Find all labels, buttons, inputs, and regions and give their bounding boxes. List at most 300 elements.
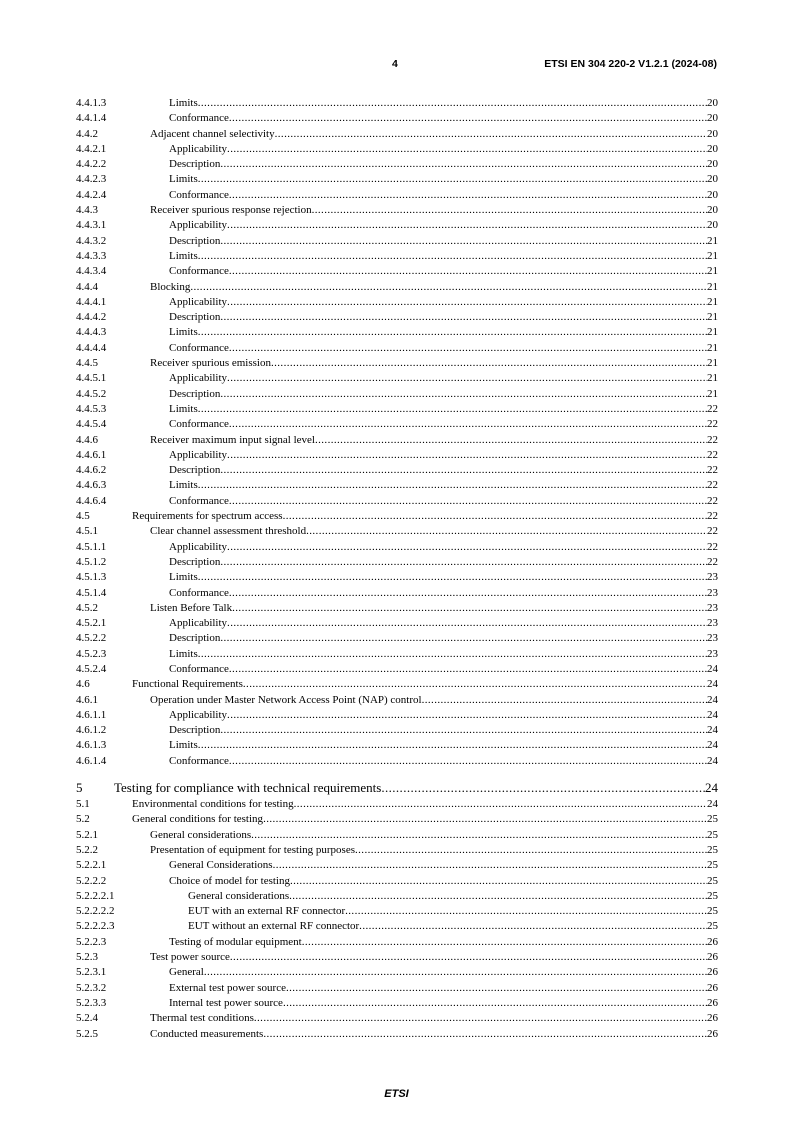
toc-entry-page: 22 bbox=[707, 540, 718, 553]
toc-entry-page: 25 bbox=[707, 828, 718, 841]
toc-entry-number: 4.4.6.4 bbox=[76, 494, 107, 507]
toc-entry[interactable] bbox=[76, 111, 718, 126]
toc-entry-number: 5.2.2.3 bbox=[76, 935, 107, 948]
toc-dot-leader bbox=[220, 387, 707, 402]
toc-dot-leader bbox=[220, 555, 707, 570]
toc-entry-page: 22 bbox=[707, 418, 718, 431]
toc-entry-title: Limits bbox=[169, 571, 198, 584]
toc-entry[interactable] bbox=[76, 387, 718, 402]
toc-entry-title: General conditions for testing bbox=[132, 813, 264, 826]
table-of-contents bbox=[76, 96, 718, 1042]
toc-entry-title: Description bbox=[169, 464, 221, 477]
toc-entry[interactable] bbox=[76, 981, 718, 996]
toc-entry-page: 25 bbox=[707, 905, 718, 918]
toc-entry-title: Description bbox=[169, 234, 221, 247]
toc-entry-title: Limits bbox=[169, 326, 198, 339]
toc-entry-title: EUT with an external RF connector bbox=[188, 905, 346, 918]
toc-entry-title: Applicability bbox=[169, 540, 228, 553]
toc-entry-title: Limits bbox=[169, 249, 198, 262]
toc-entry[interactable] bbox=[76, 662, 718, 677]
toc-entry-number: 4.4.5 bbox=[76, 357, 98, 370]
toc-entry-number: 5.1 bbox=[76, 798, 90, 811]
toc-entry-title: Conformance bbox=[169, 494, 229, 507]
toc-entry-title: Requirements for spectrum access bbox=[132, 510, 283, 523]
toc-entry-page: 23 bbox=[707, 647, 718, 660]
toc-entry-title: Limits bbox=[169, 479, 198, 492]
toc-entry-title: General considerations bbox=[150, 828, 252, 841]
toc-entry-number: 4.4.1.3 bbox=[76, 97, 107, 109]
toc-dot-leader bbox=[220, 310, 707, 325]
toc-entry-number: 5.2.1 bbox=[76, 828, 98, 841]
toc-entry[interactable] bbox=[76, 341, 718, 356]
toc-entry[interactable] bbox=[76, 779, 718, 797]
toc-entry-page: 26 bbox=[707, 1012, 718, 1025]
toc-dot-leader bbox=[263, 1027, 707, 1042]
toc-entry-title: Testing of modular equipment bbox=[169, 935, 302, 948]
toc-entry-page: 21 bbox=[707, 357, 718, 370]
toc-entry-title: Applicability bbox=[169, 708, 228, 721]
toc-entry[interactable] bbox=[76, 295, 718, 310]
toc-entry[interactable] bbox=[76, 234, 718, 249]
toc-entry-number: 4.4.6 bbox=[76, 433, 98, 446]
toc-entry-title: Applicability bbox=[169, 372, 228, 385]
toc-entry-page: 23 bbox=[707, 601, 718, 614]
toc-entry-page: 23 bbox=[707, 586, 718, 599]
toc-dot-leader bbox=[312, 203, 707, 218]
toc-entry-page: 24 bbox=[707, 739, 718, 752]
toc-entry[interactable] bbox=[76, 843, 718, 858]
toc-entry-page: 21 bbox=[707, 249, 718, 262]
toc-entry-title: Thermal test conditions bbox=[150, 1012, 254, 1025]
toc-entry-number: 4.4.2.3 bbox=[76, 173, 107, 186]
toc-dot-leader bbox=[345, 904, 707, 919]
toc-entry[interactable] bbox=[76, 188, 718, 203]
toc-entry[interactable] bbox=[76, 249, 718, 264]
page-footer: ETSI bbox=[384, 1088, 409, 1100]
toc-entry-page: 20 bbox=[707, 158, 718, 171]
toc-entry-page: 24 bbox=[707, 798, 718, 811]
toc-dot-leader bbox=[198, 647, 707, 662]
toc-entry-number: 5.2.2 bbox=[76, 843, 98, 856]
toc-entry[interactable] bbox=[76, 448, 718, 463]
toc-entry-title: Listen Before Talk bbox=[150, 601, 233, 614]
toc-entry[interactable] bbox=[76, 433, 718, 448]
page-header bbox=[0, 58, 793, 72]
toc-dot-leader bbox=[198, 96, 707, 111]
toc-dot-leader bbox=[229, 662, 707, 677]
toc-dot-leader bbox=[198, 249, 707, 264]
toc-entry-number: 4.5.2.2 bbox=[76, 632, 107, 645]
toc-dot-leader bbox=[220, 723, 707, 738]
toc-entry-title: Conformance bbox=[169, 662, 229, 675]
toc-entry-page: 20 bbox=[707, 127, 718, 140]
toc-entry-title: Description bbox=[169, 387, 221, 400]
toc-entry-number: 4.4.3 bbox=[76, 204, 98, 217]
toc-entry-number: 4.4.1.4 bbox=[76, 112, 107, 125]
toc-entry-number: 4.4.3.3 bbox=[76, 249, 107, 262]
toc-entry-page: 25 bbox=[707, 920, 718, 933]
toc-entry-number: 5.2.3 bbox=[76, 951, 98, 964]
toc-entry-title: Limits bbox=[169, 97, 198, 109]
toc-entry[interactable] bbox=[76, 127, 718, 142]
toc-dot-leader bbox=[220, 234, 707, 249]
toc-entry[interactable] bbox=[76, 172, 718, 187]
toc-entry-number: 4.6 bbox=[76, 678, 90, 691]
toc-dot-leader bbox=[227, 295, 707, 310]
toc-entry-title: General Considerations bbox=[169, 859, 273, 872]
toc-entry-page: 23 bbox=[707, 632, 718, 645]
toc-dot-leader bbox=[198, 738, 707, 753]
toc-entry-title: Applicability bbox=[169, 617, 228, 630]
toc-entry-title: Internal test power source bbox=[169, 996, 283, 1009]
toc-entry-title: Conformance bbox=[169, 112, 229, 125]
toc-dot-leader bbox=[198, 325, 707, 340]
toc-entry[interactable] bbox=[76, 858, 718, 873]
toc-entry-page: 22 bbox=[707, 448, 718, 461]
toc-entry[interactable] bbox=[76, 157, 718, 172]
toc-entry-page: 24 bbox=[705, 780, 718, 796]
toc-entry-number: 4.4.4 bbox=[76, 280, 98, 293]
toc-entry[interactable] bbox=[76, 754, 718, 769]
toc-entry-page: 26 bbox=[707, 966, 718, 979]
toc-entry-title: Conformance bbox=[169, 586, 229, 599]
toc-dot-leader bbox=[355, 843, 707, 858]
toc-dot-leader bbox=[190, 280, 707, 295]
toc-entry-page: 26 bbox=[707, 996, 718, 1009]
toc-dot-leader bbox=[220, 631, 707, 646]
toc-entry[interactable] bbox=[76, 812, 718, 827]
toc-entry-number: 5.2.2.2.2 bbox=[76, 905, 115, 918]
toc-entry-title: Description bbox=[169, 555, 221, 568]
toc-entry-page: 21 bbox=[707, 341, 718, 354]
toc-entry-number: 4.6.1.3 bbox=[76, 739, 107, 752]
toc-dot-leader bbox=[227, 540, 707, 555]
toc-dot-leader bbox=[306, 524, 707, 539]
toc-dot-leader bbox=[251, 828, 707, 843]
toc-entry[interactable] bbox=[76, 1027, 718, 1042]
toc-entry[interactable] bbox=[76, 402, 718, 417]
toc-entry-title: Limits bbox=[169, 647, 198, 660]
toc-entry-number: 4.4.6.1 bbox=[76, 448, 107, 461]
toc-entry[interactable] bbox=[76, 325, 718, 340]
toc-entry-number: 4.4.5.3 bbox=[76, 402, 107, 415]
toc-dot-leader bbox=[273, 858, 707, 873]
toc-dot-leader bbox=[220, 157, 707, 172]
toc-entry-title: Receiver spurious response rejection bbox=[150, 204, 312, 217]
toc-entry-number: 4.4.4.1 bbox=[76, 295, 107, 308]
toc-entry[interactable] bbox=[76, 797, 718, 812]
toc-entry-number: 5.2.2.2.1 bbox=[76, 889, 115, 902]
toc-entry-title: Limits bbox=[169, 739, 198, 752]
toc-entry-page: 21 bbox=[707, 265, 718, 278]
toc-entry-number: 4.4.2.1 bbox=[76, 142, 107, 155]
toc-entry-page: 21 bbox=[707, 295, 718, 308]
toc-entry-number: 5.2.2.2 bbox=[76, 874, 107, 887]
toc-dot-leader bbox=[263, 812, 707, 827]
toc-entry-title: Functional Requirements bbox=[132, 678, 243, 691]
toc-entry[interactable] bbox=[76, 478, 718, 493]
toc-entry-number: 5.2.2.1 bbox=[76, 859, 107, 872]
toc-entry-number: 4.4.5.1 bbox=[76, 372, 107, 385]
toc-entry-number: 4.5 bbox=[76, 510, 90, 523]
toc-entry-number: 4.5.1.4 bbox=[76, 586, 107, 599]
toc-dot-leader bbox=[229, 754, 707, 769]
toc-dot-leader bbox=[315, 433, 707, 448]
toc-entry[interactable] bbox=[76, 693, 718, 708]
toc-entry[interactable] bbox=[76, 828, 718, 843]
toc-entry-number: 4.4.2 bbox=[76, 127, 98, 140]
toc-entry-page: 25 bbox=[707, 889, 718, 902]
toc-entry[interactable] bbox=[76, 264, 718, 279]
toc-dot-leader bbox=[220, 463, 707, 478]
toc-entry-number: 4.6.1.4 bbox=[76, 754, 107, 767]
toc-entry-number: 5.2.4 bbox=[76, 1012, 98, 1025]
toc-dot-leader bbox=[227, 448, 707, 463]
toc-dot-leader bbox=[198, 402, 707, 417]
toc-entry-page: 24 bbox=[707, 678, 718, 691]
toc-entry[interactable] bbox=[76, 723, 718, 738]
toc-entry-title: Applicability bbox=[169, 142, 228, 155]
toc-dot-leader bbox=[229, 494, 707, 509]
toc-dot-leader bbox=[229, 188, 707, 203]
toc-entry-page: 21 bbox=[707, 387, 718, 400]
toc-entry-title: Receiver maximum input signal level bbox=[150, 433, 315, 446]
toc-entry-title: Adjacent channel selectivity bbox=[150, 127, 275, 140]
toc-dot-leader bbox=[229, 586, 707, 601]
toc-entry-number: 5.2.5 bbox=[76, 1027, 98, 1040]
toc-entry[interactable] bbox=[76, 708, 718, 723]
page-number: 4 bbox=[392, 58, 398, 70]
toc-dot-leader bbox=[381, 779, 705, 797]
toc-entry-page: 23 bbox=[707, 571, 718, 584]
toc-entry-page: 23 bbox=[707, 617, 718, 630]
toc-dot-leader bbox=[229, 264, 707, 279]
toc-entry[interactable] bbox=[76, 950, 718, 965]
toc-dot-leader bbox=[271, 356, 707, 371]
toc-entry[interactable] bbox=[76, 417, 718, 432]
toc-dot-leader bbox=[227, 142, 707, 157]
toc-entry-page: 20 bbox=[707, 204, 718, 217]
toc-entry[interactable] bbox=[76, 647, 718, 662]
toc-entry-page: 21 bbox=[707, 311, 718, 324]
toc-entry-number: 4.5.1.1 bbox=[76, 540, 107, 553]
toc-entry[interactable] bbox=[76, 96, 718, 111]
toc-entry-title: Conformance bbox=[169, 265, 229, 278]
toc-entry-number: 4.4.2.2 bbox=[76, 158, 107, 171]
toc-entry-number: 4.4.4.4 bbox=[76, 341, 107, 354]
toc-entry[interactable] bbox=[76, 935, 718, 950]
toc-entry-number: 4.4.6.3 bbox=[76, 479, 107, 492]
toc-entry-page: 22 bbox=[707, 525, 718, 538]
toc-dot-leader bbox=[227, 371, 707, 386]
toc-dot-leader bbox=[290, 874, 707, 889]
toc-entry-number: 4.5.1 bbox=[76, 525, 98, 538]
toc-entry-page: 20 bbox=[707, 97, 718, 109]
toc-entry[interactable] bbox=[76, 1011, 718, 1026]
toc-dot-leader bbox=[289, 889, 707, 904]
toc-entry-title: Receiver spurious emission bbox=[150, 357, 271, 370]
toc-entry[interactable] bbox=[76, 555, 718, 570]
toc-entry-title: Environmental conditions for testing bbox=[132, 798, 294, 811]
toc-entry[interactable] bbox=[76, 586, 718, 601]
toc-entry-page: 22 bbox=[707, 402, 718, 415]
document-id: ETSI EN 304 220-2 V1.2.1 (2024-08) bbox=[544, 58, 717, 70]
toc-entry-number: 4.6.1.1 bbox=[76, 708, 107, 721]
toc-entry[interactable] bbox=[76, 494, 718, 509]
toc-entry-page: 26 bbox=[707, 935, 718, 948]
toc-entry-page: 20 bbox=[707, 219, 718, 232]
toc-entry-title: General considerations bbox=[188, 889, 290, 902]
toc-entry[interactable] bbox=[76, 524, 718, 539]
toc-entry-number: 4.4.2.4 bbox=[76, 188, 107, 201]
toc-entry-title: Limits bbox=[169, 173, 198, 186]
toc-entry-title: Clear channel assessment threshold bbox=[150, 525, 307, 538]
toc-entry-title: General bbox=[169, 966, 204, 979]
toc-entry-page: 20 bbox=[707, 112, 718, 125]
toc-dot-leader bbox=[359, 919, 707, 934]
toc-entry-number: 4.4.4.3 bbox=[76, 326, 107, 339]
toc-entry-title: Applicability bbox=[169, 448, 228, 461]
toc-entry-page: 22 bbox=[707, 433, 718, 446]
toc-entry-page: 24 bbox=[707, 708, 718, 721]
toc-entry[interactable] bbox=[76, 965, 718, 980]
toc-dot-leader bbox=[227, 218, 707, 233]
toc-entry[interactable] bbox=[76, 463, 718, 478]
toc-entry-number: 4.4.3.1 bbox=[76, 219, 107, 232]
toc-dot-leader bbox=[232, 601, 707, 616]
toc-entry-number: 4.5.1.2 bbox=[76, 555, 107, 568]
toc-entry-page: 20 bbox=[707, 142, 718, 155]
toc-entry-number: 4.4.5.4 bbox=[76, 418, 107, 431]
toc-entry-page: 26 bbox=[707, 981, 718, 994]
toc-entry-page: 22 bbox=[707, 510, 718, 523]
toc-entry[interactable] bbox=[76, 601, 718, 616]
toc-entry[interactable] bbox=[76, 540, 718, 555]
toc-dot-leader bbox=[198, 172, 707, 187]
toc-entry-title: Conformance bbox=[169, 188, 229, 201]
toc-entry-title: Description bbox=[169, 724, 221, 737]
toc-entry-title: Conformance bbox=[169, 341, 229, 354]
toc-dot-leader bbox=[227, 708, 707, 723]
toc-dot-leader bbox=[286, 981, 707, 996]
toc-entry[interactable] bbox=[76, 874, 718, 889]
toc-entry-title: Testing for compliance with technical requirements bbox=[114, 780, 382, 796]
toc-entry-title: Description bbox=[169, 632, 221, 645]
toc-entry-title: Operation under Master Network Access Point (NAP) control bbox=[150, 693, 422, 706]
toc-dot-leader bbox=[283, 509, 707, 524]
toc-entry[interactable] bbox=[76, 310, 718, 325]
toc-entry-number: 4.5.2.4 bbox=[76, 662, 107, 675]
toc-entry-title: EUT without an external RF connector bbox=[188, 920, 360, 933]
toc-entry-number: 4.4.3.4 bbox=[76, 265, 107, 278]
toc-entry[interactable] bbox=[76, 570, 718, 585]
toc-entry-page: 24 bbox=[707, 724, 718, 737]
toc-entry-number: 5 bbox=[76, 780, 83, 796]
toc-entry-title: Conformance bbox=[169, 418, 229, 431]
toc-entry-number: 4.4.5.2 bbox=[76, 387, 107, 400]
toc-dot-leader bbox=[229, 341, 707, 356]
toc-entry-number: 5.2 bbox=[76, 813, 90, 826]
toc-dot-leader bbox=[230, 950, 707, 965]
toc-entry[interactable] bbox=[76, 996, 718, 1011]
toc-entry-title: Applicability bbox=[169, 219, 228, 232]
toc-entry-number: 5.2.3.2 bbox=[76, 981, 107, 994]
toc-entry[interactable] bbox=[76, 142, 718, 157]
toc-entry-number: 4.5.2 bbox=[76, 601, 98, 614]
toc-entry[interactable] bbox=[76, 889, 718, 904]
toc-entry-title: Test power source bbox=[150, 951, 230, 964]
toc-dot-leader bbox=[243, 677, 707, 692]
toc-entry-title: Choice of model for testing bbox=[169, 874, 290, 887]
toc-entry[interactable] bbox=[76, 738, 718, 753]
toc-entry-title: Description bbox=[169, 311, 221, 324]
toc-entry-page: 25 bbox=[707, 843, 718, 856]
toc-entry[interactable] bbox=[76, 203, 718, 218]
toc-entry-page: 25 bbox=[707, 859, 718, 872]
toc-entry-title: Blocking bbox=[150, 280, 191, 293]
toc-entry-page: 21 bbox=[707, 326, 718, 339]
toc-dot-leader bbox=[422, 693, 707, 708]
toc-entry-number: 4.4.3.2 bbox=[76, 234, 107, 247]
toc-entry-page: 21 bbox=[707, 280, 718, 293]
toc-entry-page: 22 bbox=[707, 555, 718, 568]
toc-dot-leader bbox=[229, 111, 707, 126]
toc-entry[interactable] bbox=[76, 631, 718, 646]
toc-entry[interactable] bbox=[76, 356, 718, 371]
toc-entry-number: 4.4.6.2 bbox=[76, 464, 107, 477]
toc-entry[interactable] bbox=[76, 509, 718, 524]
toc-dot-leader bbox=[204, 965, 707, 980]
toc-entry-page: 20 bbox=[707, 173, 718, 186]
toc-entry[interactable] bbox=[76, 904, 718, 919]
toc-entry[interactable] bbox=[76, 280, 718, 295]
toc-entry-title: Description bbox=[169, 158, 221, 171]
toc-entry-page: 26 bbox=[707, 951, 718, 964]
toc-entry-title: Conformance bbox=[169, 754, 229, 767]
toc-entry[interactable] bbox=[76, 919, 718, 934]
toc-entry-title: Applicability bbox=[169, 295, 228, 308]
toc-entry-page: 21 bbox=[707, 372, 718, 385]
toc-entry[interactable] bbox=[76, 616, 718, 631]
toc-entry-number: 4.5.2.1 bbox=[76, 617, 107, 630]
toc-entry-title: External test power source bbox=[169, 981, 286, 994]
toc-entry-number: 4.6.1.2 bbox=[76, 724, 107, 737]
toc-entry-number: 4.4.4.2 bbox=[76, 311, 107, 324]
toc-entry-page: 22 bbox=[707, 479, 718, 492]
toc-entry-title: Presentation of equipment for testing purposes bbox=[150, 843, 355, 856]
toc-entry-title: Limits bbox=[169, 402, 198, 415]
toc-entry-page: 22 bbox=[707, 464, 718, 477]
toc-entry-number: 4.5.1.3 bbox=[76, 571, 107, 584]
toc-dot-leader bbox=[275, 127, 707, 142]
toc-entry-number: 4.6.1 bbox=[76, 693, 98, 706]
toc-dot-leader bbox=[227, 616, 707, 631]
toc-entry[interactable] bbox=[76, 677, 718, 692]
toc-entry-number: 5.2.3.1 bbox=[76, 966, 107, 979]
toc-entry[interactable] bbox=[76, 371, 718, 386]
toc-entry-page: 24 bbox=[707, 754, 718, 767]
toc-entry-number: 5.2.2.2.3 bbox=[76, 920, 115, 933]
toc-entry-title: Conducted measurements bbox=[150, 1027, 264, 1040]
toc-entry-page: 25 bbox=[707, 813, 718, 826]
toc-entry-number: 4.5.2.3 bbox=[76, 647, 107, 660]
toc-entry-page: 20 bbox=[707, 188, 718, 201]
toc-entry-page: 26 bbox=[707, 1027, 718, 1040]
toc-dot-leader bbox=[283, 996, 707, 1011]
toc-dot-leader bbox=[229, 417, 707, 432]
toc-entry[interactable] bbox=[76, 218, 718, 233]
toc-dot-leader bbox=[198, 478, 707, 493]
